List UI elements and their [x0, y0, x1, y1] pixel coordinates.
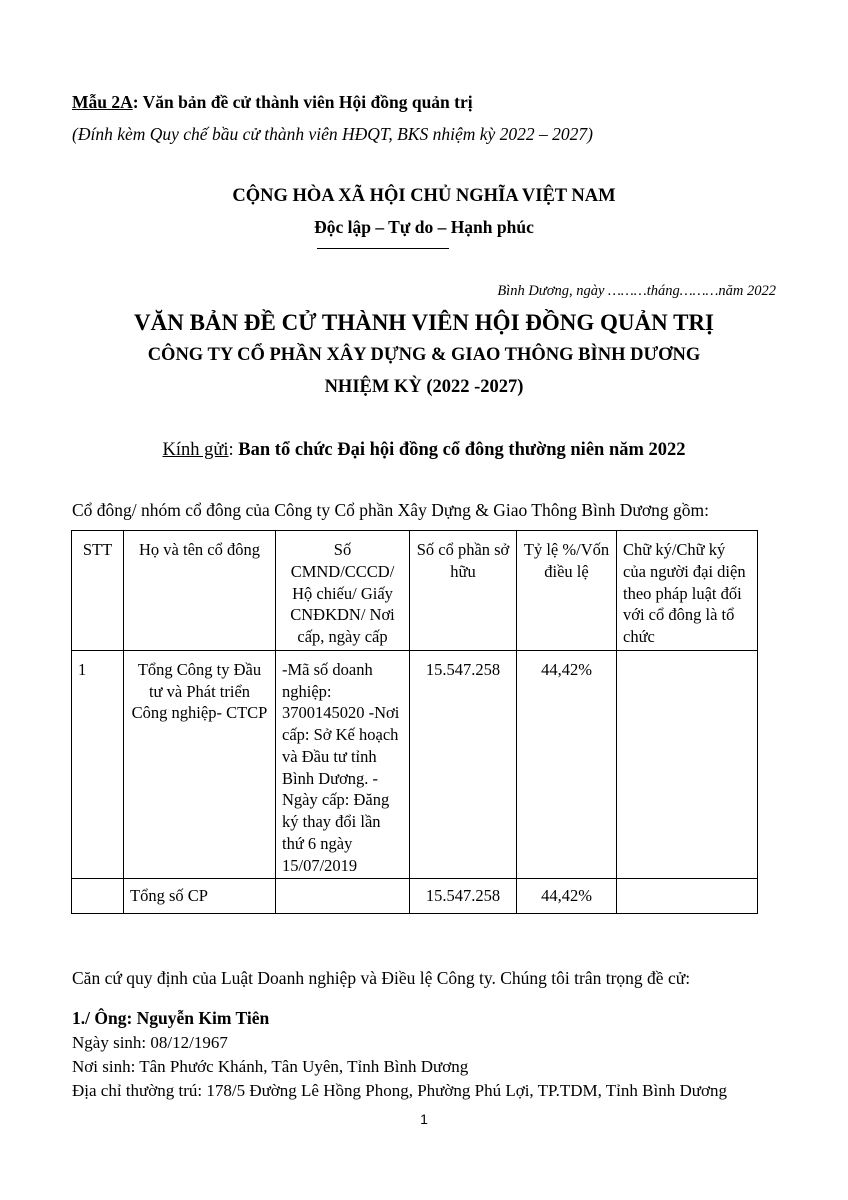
document-company: CÔNG TY CỔ PHẦN XÂY DỰNG & GIAO THÔNG BÌNH DƯƠNG — [147, 345, 701, 365]
national-motto: Độc lập – Tự do – Hạnh phúc — [314, 217, 534, 237]
recipient-value: Ban tổ chức Đại hội đồng cổ đông thường niên năm 2022 — [233, 440, 686, 460]
cell-name: Tổng Công ty Đầu tư và Phát triển Công nghiệp- CTCP — [124, 650, 276, 879]
total-stt-empty — [72, 879, 124, 914]
header-ratio: Tỷ lệ %/Vốn điều lệ — [517, 531, 617, 651]
cell-ratio: 44,42% — [517, 650, 617, 879]
form-label — [72, 92, 473, 114]
cell-signature — [617, 650, 758, 879]
document-title: VĂN BẢN ĐỀ CỬ THÀNH VIÊN HỘI ĐỒNG QUẢN TRỊ — [134, 310, 714, 335]
document-term: NHIỆM KỲ (2022 -2027) — [324, 377, 524, 397]
recipient-label: Kính gửi — [162, 440, 229, 460]
shareholders-table — [71, 530, 758, 914]
total-signature-empty — [617, 879, 758, 914]
header-signature: Chữ ký/Chữ ký của người đại diện theo pháp luật đối với cổ đông là tổ chức — [617, 531, 758, 651]
table-header-row — [72, 531, 758, 651]
table-total-row — [72, 879, 758, 914]
nominee-heading: 1./ Ông: Nguyễn Kim Tiên — [72, 1008, 270, 1028]
basis-text: Căn cứ quy định của Luật Doanh nghiệp và Điều lệ Công ty. Chúng tôi trân trọng đề cử: — [72, 968, 691, 988]
cell-shares: 15.547.258 — [410, 650, 517, 879]
form-code: Mẫu 2A — [72, 92, 133, 112]
table-row — [72, 650, 758, 879]
nominee-dob: Ngày sinh: 08/12/1967 — [72, 1033, 228, 1052]
form-title: : Văn bản đề cử thành viên Hội đồng quản trị — [132, 92, 473, 112]
total-ratio: 44,42% — [517, 879, 617, 914]
header-name: Họ và tên cổ đông — [124, 531, 276, 651]
date-line: Bình Dương, ngày ………tháng………năm 2022 — [497, 283, 776, 299]
national-name: CỘNG HÒA XÃ HỘI CHỦ NGHĨA VIỆT NAM — [232, 186, 616, 206]
header-shares: Số cổ phần sở hữu — [410, 531, 517, 651]
attachment-note: (Đính kèm Quy chế bầu cử thành viên HĐQT, BKS nhiệm kỳ 2022 – 2027) — [72, 124, 593, 144]
nominee-pob: Nơi sinh: Tân Phước Khánh, Tân Uyên, Tỉnh Bình Dương — [72, 1057, 469, 1076]
total-shares: 15.547.258 — [410, 879, 517, 914]
page-number: 1 — [420, 1111, 428, 1127]
intro-text: Cổ đông/ nhóm cổ đông của Công ty Cổ phần Xây Dựng & Giao Thông Bình Dương gồm: — [72, 500, 709, 520]
header-id: Số CMND/CCCD/ Hộ chiếu/ Giấy CNĐKDN/ Nơi cấp, ngày cấp — [276, 531, 410, 651]
nominee-address: Địa chỉ thường trú: 178/5 Đường Lê Hồng Phong, Phường Phú Lợi, TP.TDM, Tỉnh Bình Dương — [72, 1081, 727, 1100]
recipient-colon: : — [228, 440, 234, 460]
cell-id-info: -Mã số doanh nghiệp: 3700145020 -Nơi cấp: Sở Kế hoạch và Đầu tư tỉnh Bình Dương. -Ngày cấp: Đăng ký thay đổi lần thứ 6 ngày 15/07/2019 — [276, 650, 410, 879]
cell-stt: 1 — [72, 650, 124, 879]
total-label: Tổng số CP — [124, 879, 276, 914]
motto-underline — [317, 248, 449, 249]
recipient-line — [0, 439, 848, 462]
header-stt: STT — [72, 531, 124, 651]
total-id-empty — [276, 879, 410, 914]
